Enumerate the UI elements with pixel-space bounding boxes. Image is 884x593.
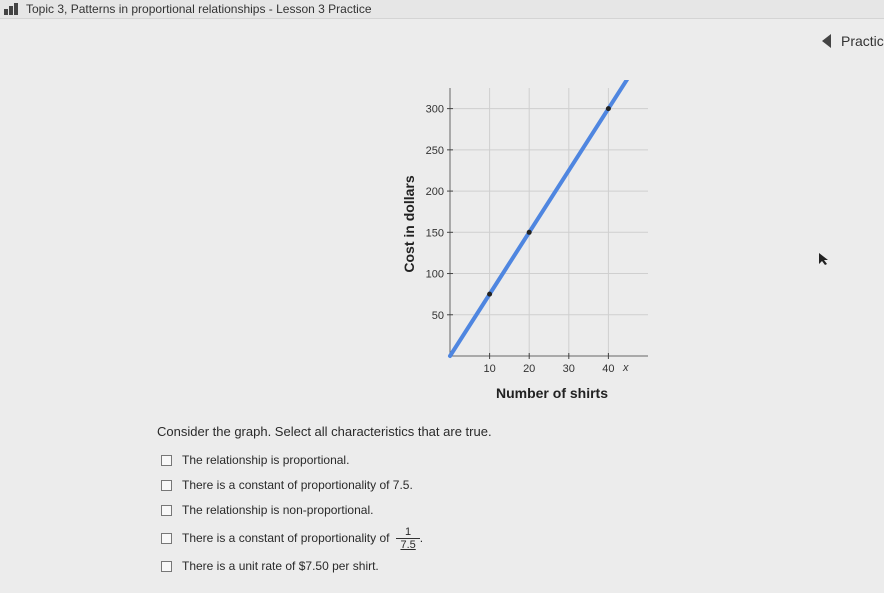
option-text: There is a constant of proportionality of 7.5.	[182, 478, 413, 492]
y-axis-label: Cost in dollars	[401, 175, 417, 273]
data-point	[606, 106, 611, 111]
answer-options	[161, 448, 423, 579]
fraction-denominator: 7.5	[396, 538, 419, 551]
option-suffix: .	[419, 531, 424, 545]
practice-back-button[interactable]	[822, 30, 884, 52]
option-non-proportional[interactable]	[161, 498, 423, 522]
y-tick-label: 250	[425, 144, 444, 157]
option-text: There is a constant of proportionality of	[182, 531, 390, 545]
data-point	[487, 292, 492, 297]
x-tick-label: 10	[483, 363, 496, 375]
page-title: Topic 3, Patterns in proportional relationships - Lesson 3 Practice	[26, 2, 372, 16]
checkbox[interactable]	[161, 505, 172, 516]
top-bar	[0, 0, 884, 19]
x-axis-label: Number of shirts	[495, 385, 609, 400]
fraction	[396, 526, 419, 551]
checkbox[interactable]	[161, 455, 172, 466]
y-tick-label: 200	[425, 186, 444, 199]
chart-grid	[450, 88, 648, 356]
option-unit-rate[interactable]	[161, 554, 423, 578]
x-tick-label: 30	[562, 363, 575, 375]
checkbox[interactable]	[161, 533, 172, 544]
practice-label: Practic	[841, 33, 884, 49]
option-constant-fraction[interactable]	[161, 523, 423, 553]
proportional-graph	[380, 80, 660, 400]
option-constant-7-5[interactable]	[161, 473, 423, 497]
data-point	[527, 230, 532, 235]
y-tick-label: 300	[425, 103, 444, 116]
x-tick-label: 20	[523, 363, 536, 375]
checkbox[interactable]	[161, 480, 172, 491]
checkbox[interactable]	[161, 561, 172, 572]
y-tick-label: 100	[425, 268, 444, 281]
fraction-numerator: 1	[405, 525, 412, 538]
y-tick-label: 150	[425, 227, 444, 240]
option-text: The relationship is proportional.	[182, 453, 350, 467]
app-icon	[4, 3, 20, 15]
chevron-left-icon[interactable]	[822, 34, 831, 48]
x-tick-label: 40	[602, 363, 615, 375]
question-prompt: Consider the graph. Select all characteristics that are true.	[157, 424, 492, 439]
option-text: The relationship is non-proportional.	[182, 503, 374, 517]
option-text: There is a unit rate of $7.50 per shirt.	[182, 559, 379, 573]
mouse-cursor-icon	[818, 252, 830, 266]
option-proportional[interactable]	[161, 448, 423, 472]
chart-axes	[450, 88, 648, 356]
x-axis-symbol: x	[623, 362, 629, 374]
y-tick-label: 50	[431, 309, 444, 322]
